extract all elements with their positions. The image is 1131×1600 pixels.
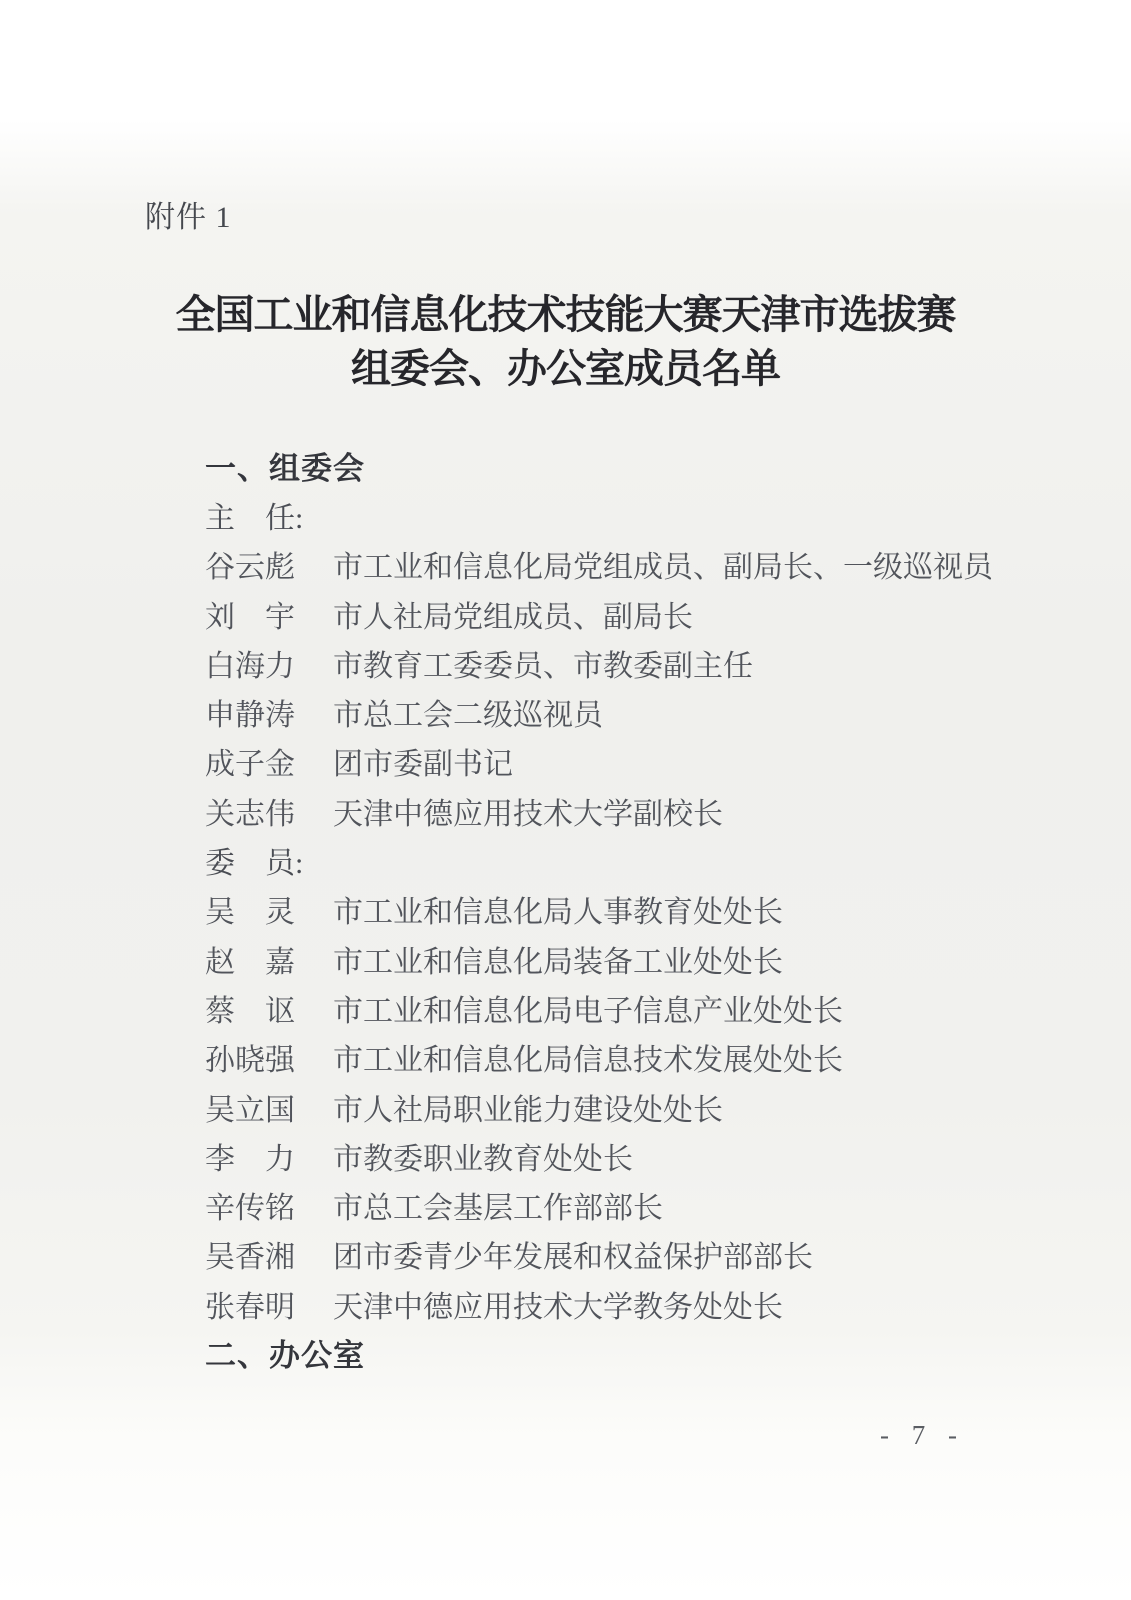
member-name: 辛传铭 bbox=[205, 1192, 295, 1226]
member-name: 蔡 讴 bbox=[205, 994, 295, 1028]
role-label-director: 主 任: bbox=[205, 501, 304, 535]
member-name: 成子金 bbox=[205, 748, 295, 782]
member-name: 赵 嘉 bbox=[205, 945, 295, 979]
attachment-label: 附件 1 bbox=[145, 201, 232, 234]
member-title: 市教委职业教育处处长 bbox=[333, 1142, 633, 1176]
member-title: 市工业和信息化局装备工业处处长 bbox=[333, 945, 783, 979]
member-name: 刘 宇 bbox=[205, 600, 295, 634]
member-title: 市人社局职业能力建设处处长 bbox=[333, 1093, 723, 1127]
member-row bbox=[205, 1230, 1005, 1279]
member-name: 吴 灵 bbox=[205, 896, 295, 930]
member-title: 市教育工委委员、市教委副主任 bbox=[333, 649, 753, 683]
document-title-line2: 组委会、办公室成员名单 bbox=[351, 347, 780, 391]
member-title: 市总工会二级巡视员 bbox=[333, 699, 603, 733]
member-row bbox=[205, 885, 1005, 934]
member-title: 市工业和信息化局党组成员、副局长、一级巡视员 bbox=[333, 551, 993, 585]
member-title: 市工业和信息化局信息技术发展处处长 bbox=[333, 1044, 843, 1078]
member-title: 市人社局党组成员、副局长 bbox=[333, 600, 693, 634]
member-title: 市总工会基层工作部部长 bbox=[333, 1192, 663, 1226]
member-title: 天津中德应用技术大学副校长 bbox=[333, 797, 723, 831]
section-heading-committee: 一、组委会 bbox=[205, 451, 365, 487]
member-title: 市工业和信息化局人事教育处处长 bbox=[333, 896, 783, 930]
member-title: 团市委青少年发展和权益保护部部长 bbox=[333, 1241, 813, 1275]
page-number: - 7 - bbox=[880, 1420, 965, 1450]
member-row bbox=[205, 1033, 1005, 1082]
member-row bbox=[205, 589, 1005, 638]
member-name: 李 力 bbox=[205, 1142, 295, 1176]
document-title bbox=[0, 288, 1131, 396]
member-row bbox=[205, 1131, 1005, 1180]
member-name: 关志伟 bbox=[205, 797, 295, 831]
member-row bbox=[205, 983, 1005, 1032]
member-row bbox=[205, 1279, 1005, 1328]
member-name: 孙晓强 bbox=[205, 1044, 295, 1078]
member-row bbox=[205, 786, 1005, 835]
member-name: 申静涛 bbox=[205, 699, 295, 733]
member-name: 张春明 bbox=[205, 1290, 295, 1324]
member-list bbox=[205, 441, 1005, 1378]
role-label-members: 委 员: bbox=[205, 847, 304, 881]
member-row bbox=[205, 687, 1005, 736]
member-row bbox=[205, 540, 1005, 589]
member-name: 吴立国 bbox=[205, 1093, 295, 1127]
member-row bbox=[205, 737, 1005, 786]
member-row bbox=[205, 934, 1005, 983]
member-name: 吴香湘 bbox=[205, 1241, 295, 1275]
member-title: 市工业和信息化局电子信息产业处处长 bbox=[333, 994, 843, 1028]
member-row bbox=[205, 1180, 1005, 1229]
document-title-line1: 全国工业和信息化技术技能大赛天津市选拔赛 bbox=[175, 293, 956, 337]
member-title: 天津中德应用技术大学教务处处长 bbox=[333, 1290, 783, 1324]
member-name: 白海力 bbox=[205, 649, 295, 683]
member-row bbox=[205, 638, 1005, 687]
member-title: 团市委副书记 bbox=[333, 748, 513, 782]
member-row bbox=[205, 1082, 1005, 1131]
member-name: 谷云彪 bbox=[205, 551, 295, 585]
section-heading-office: 二、办公室 bbox=[205, 1338, 365, 1374]
